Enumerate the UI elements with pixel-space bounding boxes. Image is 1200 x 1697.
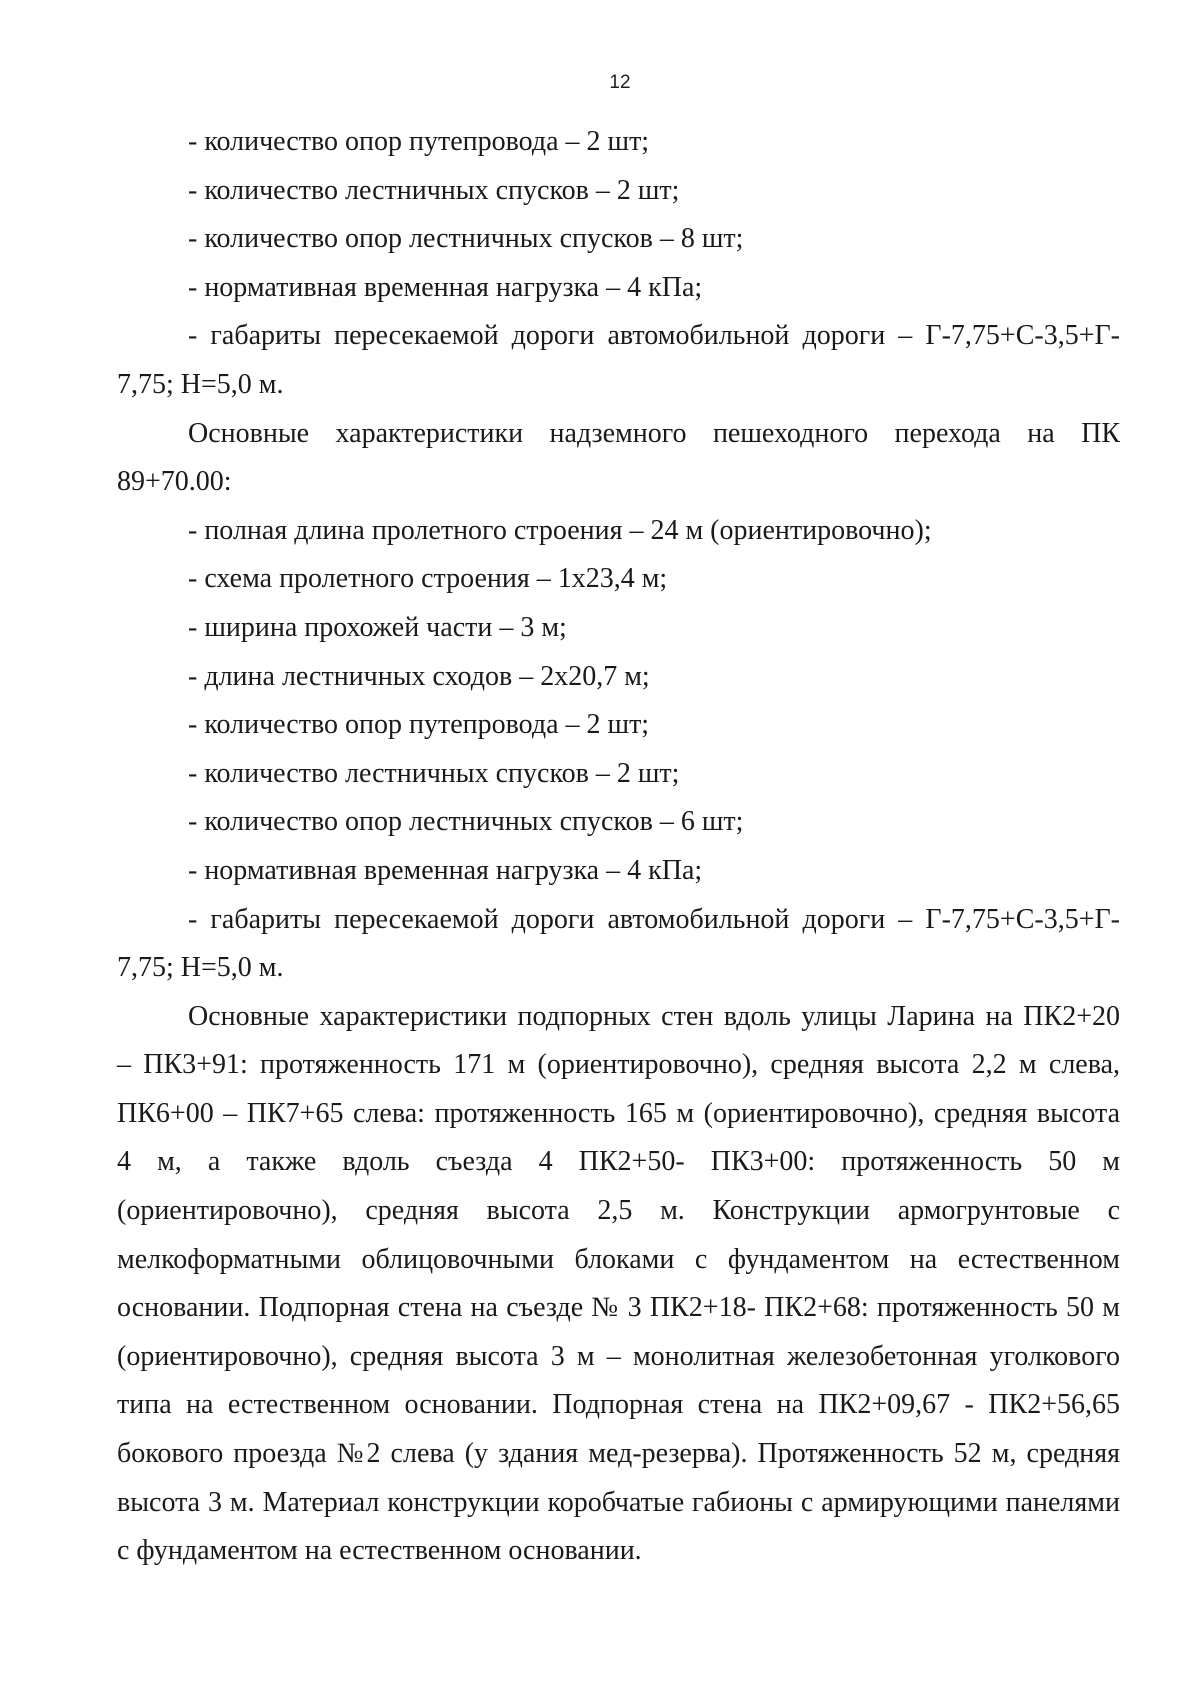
text-line: - количество опор лестничных спусков – 6 шт; [188,806,744,838]
text-line: - длина лестничных сходов – 2х20,7 м; [188,660,650,692]
text-line: Основные характеристики надземного пешеходного перехода на ПК [188,417,1120,449]
text-line: - количество опор лестничных спусков – 8 шт; [188,223,744,255]
text-line: - полная длина пролетного строения – 24 м (ориентировочно); [188,514,932,546]
text-line: - габариты пересекаемой дороги автомобильной дороги – Г-7,75+С-3,5+Г- [188,903,1120,935]
text-line: 7,75; H=5,0 м. [117,368,284,400]
text-line: - схема пролетного строения – 1х23,4 м; [188,563,668,595]
text-line: - габариты пересекаемой дороги автомобильной дороги – Г-7,75+С-3,5+Г- [188,320,1120,352]
text-line: - ширина прохожей части – 3 м; [188,611,567,643]
text-line: 4 м, а также вдоль съезда 4 ПК2+50- ПК3+00: протяженность 50 м [117,1146,1120,1178]
text-line: - нормативная временная нагрузка – 4 кПа; [188,271,703,303]
text-line: 7,75; H=5,0 м. [117,952,284,984]
text-line: ПК6+00 – ПК7+65 слева: протяженность 165 м (ориентировочно), средняя высота [117,1097,1120,1129]
text-line: высота 3 м. Материал конструкции коробчатые габионы с армирующими панелями [117,1486,1120,1518]
page-number: 12 [609,72,631,93]
text-line: - нормативная временная нагрузка – 4 кПа; [188,854,703,886]
text-line: - количество лестничных спусков – 2 шт; [188,757,680,789]
text-line: (ориентировочно), средняя высота 2,5 м. Конструкции армогрунтовые с [117,1195,1120,1227]
text-line: - количество лестничных спусков – 2 шт; [188,174,680,206]
text-line: Основные характеристики подпорных стен вдоль улицы Ларина на ПК2+20 [188,1000,1120,1032]
text-line: мелкоформатными облицовочными блоками с фундаментом на естественном [117,1243,1120,1275]
text-line: с фундаментом на естественном основании. [117,1535,642,1567]
text-line: типа на естественном основании. Подпорная стена на ПК2+09,67 - ПК2+56,65 [117,1389,1120,1421]
text-line: 89+70.00: [117,466,232,498]
text-line: основании. Подпорная стена на съезде № 3 ПК2+18- ПК2+68: протяженность 50 м [117,1292,1120,1324]
text-line: (ориентировочно), средняя высота 3 м – монолитная железобетонная уголкового [117,1340,1120,1372]
body-text [117,118,1120,1576]
text-line: - количество опор путепровода – 2 шт; [188,709,650,741]
text-line: – ПК3+91: протяженность 171 м (ориентировочно), средняя высота 2,2 м слева, [117,1049,1120,1081]
text-line: бокового проезда №2 слева (у здания мед-резерва). Протяженность 52 м, средняя [117,1438,1120,1470]
text-line: - количество опор путепровода – 2 шт; [188,126,650,157]
